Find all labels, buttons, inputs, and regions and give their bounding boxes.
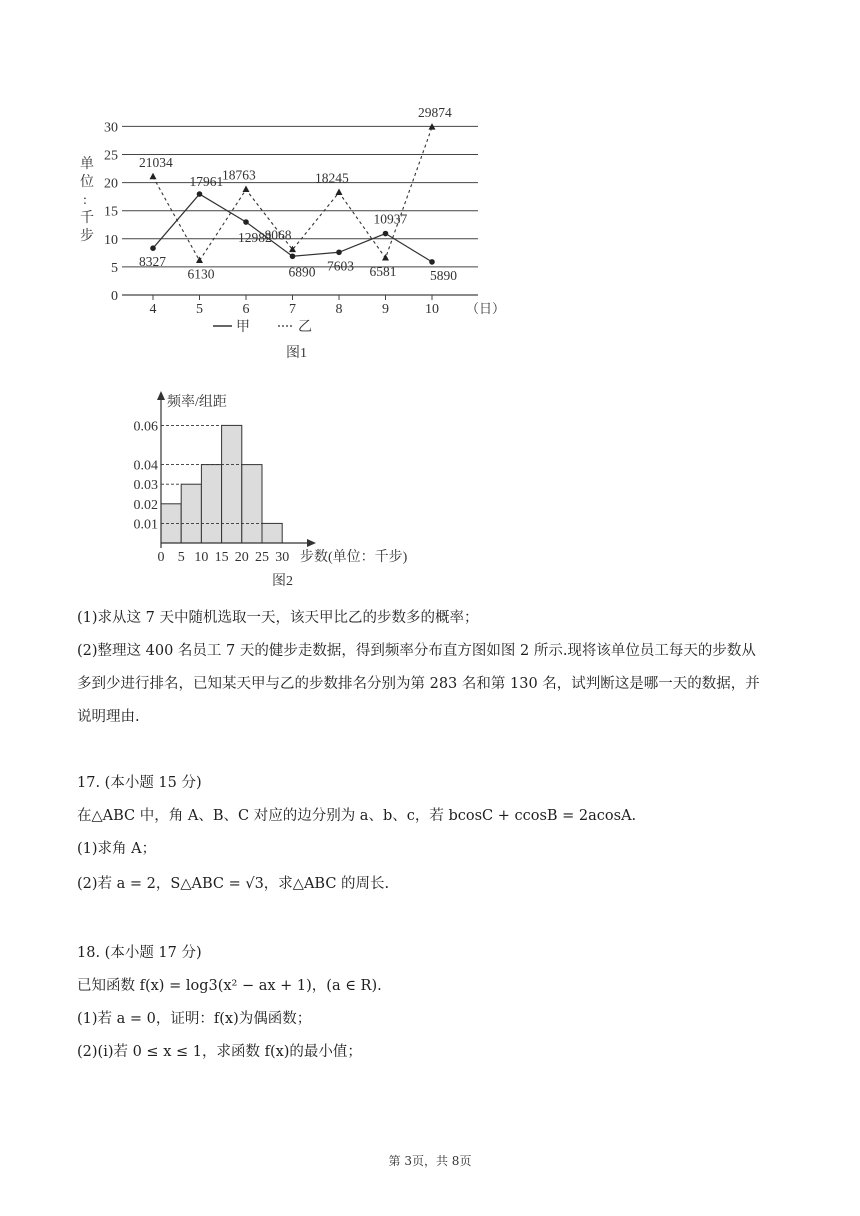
y-tick-label: 15 bbox=[104, 204, 118, 220]
series-yi-data-label: 18763 bbox=[222, 167, 256, 183]
series-jia-data-label: 8327 bbox=[139, 254, 166, 270]
series-jia-point bbox=[197, 191, 203, 197]
x-tick-label: 10 bbox=[425, 302, 439, 317]
series-jia-data-label: 5890 bbox=[430, 267, 457, 283]
q16-part2-line1: (2)整理这 400 名员工 7 天的健步走数据，得到频率分布直方图如图 2 所示.现将该单位员工每天的步数从 bbox=[77, 643, 756, 659]
y-tick-label: 0.02 bbox=[133, 497, 158, 513]
histogram-bar bbox=[242, 465, 262, 543]
series-jia-point bbox=[150, 245, 156, 251]
x-tick-label: 8 bbox=[335, 302, 343, 317]
series-yi-data-label: 6581 bbox=[369, 264, 397, 280]
histogram-fig2 bbox=[120, 388, 440, 593]
series-yi-point bbox=[196, 257, 203, 264]
y-tick-label: 10 bbox=[104, 232, 118, 248]
q16-part2-line3: 说明理由. bbox=[77, 709, 140, 725]
figure-caption: 图2 bbox=[272, 574, 293, 589]
series-jia-data-label: 6890 bbox=[288, 264, 316, 280]
y-tick-label: 25 bbox=[104, 148, 118, 164]
y-axis-label-char: 位 bbox=[80, 175, 94, 190]
x-tick-label: 5 bbox=[196, 302, 203, 317]
q16-part1: (1)求从这 7 天中随机选取一天，该天甲比乙的步数多的概率； bbox=[77, 610, 479, 626]
legend-solid-label: 甲 bbox=[236, 320, 250, 335]
y-tick-label: 20 bbox=[104, 176, 118, 192]
series-yi-data-label: 29874 bbox=[418, 105, 452, 121]
q18-part2i: (2)(i)若 0 ≤ x ≤ 1，求函数 f(x)的最小值； bbox=[77, 1044, 362, 1060]
page-footer: 第 3页，共 8页 bbox=[388, 1154, 472, 1168]
series-yi-data-label: 18245 bbox=[315, 170, 349, 186]
x-tick-label: 10 bbox=[194, 550, 209, 565]
q17-title: 17. (本小题 15 分) bbox=[77, 775, 202, 791]
series-yi-point bbox=[382, 254, 389, 260]
x-axis-unit: （日） bbox=[466, 301, 506, 316]
series-yi-point bbox=[150, 173, 157, 180]
x-axis-arrow bbox=[307, 539, 316, 547]
series-yi-point bbox=[243, 186, 250, 193]
series-jia-point bbox=[243, 219, 249, 225]
q18-stem: 已知函数 f(x) = log3(x² − ax + 1)，(a ∈ R). bbox=[77, 978, 382, 994]
figure-caption: 图1 bbox=[286, 346, 307, 361]
y-axis-label-char: 单 bbox=[80, 157, 94, 172]
series-yi-data-label: 6130 bbox=[187, 266, 215, 282]
series-yi-point bbox=[336, 188, 343, 195]
series-jia-data-label: 17961 bbox=[189, 174, 224, 190]
y-tick-label: 0.04 bbox=[133, 458, 158, 474]
x-tick-label: 7 bbox=[289, 302, 296, 317]
y-axis-label-char: : bbox=[83, 193, 87, 208]
histogram-bar bbox=[222, 425, 242, 543]
y-tick-label: 5 bbox=[111, 260, 118, 276]
q17-stem: 在△ABC 中，角 A、B、C 对应的边分别为 a、b、c，若 bcosC + ccosB = 2acosA. bbox=[77, 808, 637, 824]
x-tick-label: 20 bbox=[234, 550, 249, 565]
series-yi-data-label: 21034 bbox=[139, 154, 173, 170]
line-chart-fig1 bbox=[70, 100, 520, 365]
series-jia-data-label: 12982 bbox=[238, 230, 272, 246]
series-jia-data-label: 7603 bbox=[327, 258, 354, 274]
y-axis-title: 频率/组距 bbox=[167, 395, 227, 410]
x-tick-label: 30 bbox=[275, 550, 290, 565]
x-tick-label: 4 bbox=[149, 302, 157, 317]
series-jia-data-label: 10937 bbox=[373, 211, 408, 227]
series-yi-line bbox=[153, 127, 432, 260]
series-jia-point bbox=[383, 231, 389, 237]
q17-part1: (1)求角 A； bbox=[77, 841, 157, 857]
q18-part1: (1)若 a = 0，证明：f(x)为偶函数； bbox=[77, 1011, 312, 1027]
y-tick-label: 0.03 bbox=[133, 478, 158, 494]
series-jia-point bbox=[290, 253, 296, 259]
x-tick-label: 9 bbox=[382, 302, 389, 317]
y-axis-label-char: 步 bbox=[80, 229, 94, 244]
y-tick-label: 0 bbox=[111, 289, 118, 304]
legend-dashed-label: 乙 bbox=[298, 320, 312, 335]
x-tick-label: 6 bbox=[242, 302, 250, 317]
x-tick-label: 15 bbox=[214, 550, 229, 565]
x-tick-label: 25 bbox=[255, 550, 269, 565]
q17-part2: (2)若 a = 2，S△ABC = √3，求△ABC 的周长. bbox=[77, 876, 390, 892]
y-axis-label-char: 千 bbox=[80, 211, 94, 226]
q16-part2-line2: 多到少进行排名，已知某天甲与乙的步数排名分别为第 283 名和第 130 名，试判断这是哪一天的数据，并 bbox=[77, 676, 760, 692]
y-axis-arrow bbox=[157, 391, 165, 400]
histogram-bar bbox=[201, 465, 221, 543]
series-yi-data-label: 8068 bbox=[264, 227, 292, 243]
histogram-bar bbox=[181, 484, 201, 543]
y-tick-label: 0.01 bbox=[133, 517, 158, 533]
series-jia-point bbox=[429, 259, 435, 265]
series-jia-point bbox=[336, 249, 342, 255]
x-tick-label: 5 bbox=[177, 550, 185, 565]
x-axis-title: 步数(单位：千步) bbox=[300, 550, 408, 565]
histogram-bar bbox=[262, 523, 282, 543]
q18-title: 18. (本小题 17 分) bbox=[77, 945, 202, 961]
x-tick-label: 0 bbox=[157, 550, 165, 565]
y-tick-label: 30 bbox=[104, 120, 118, 136]
y-tick-label: 0.06 bbox=[133, 419, 158, 435]
